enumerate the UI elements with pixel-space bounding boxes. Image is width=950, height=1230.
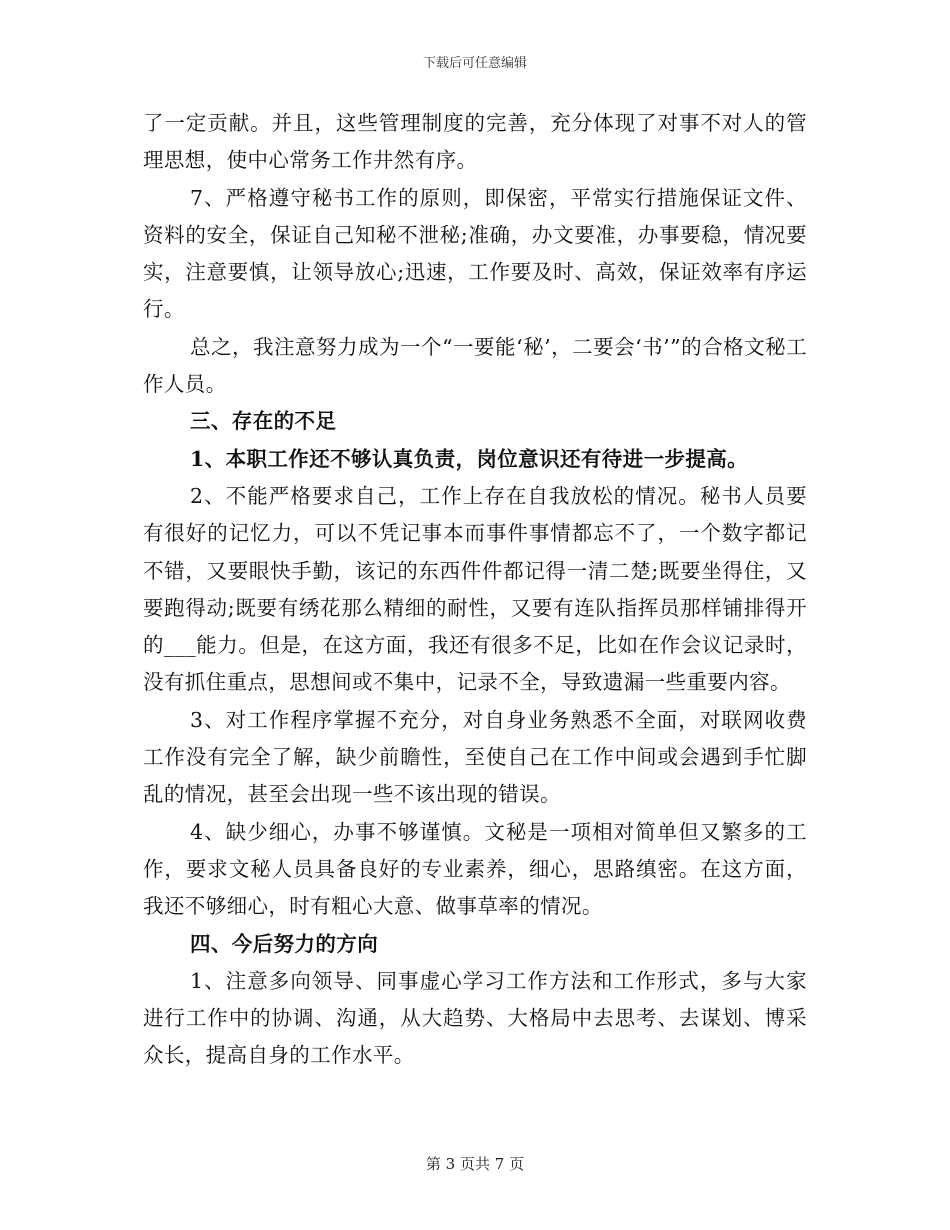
section-heading-3: 三、存在的不足 xyxy=(190,409,337,434)
paragraph-8: 4、缺少细心，办事不够谨慎。文秘是一项相对简单但又繁多的工作，要求文秘人员具备良好的专业素养，细心，思路缜密。在这方面，我还不够细心，时有粗心大意、做事草率的情况。 xyxy=(143,819,807,919)
paragraph-2: 7、严格遵守秘书工作的原则，即保密，平常实行措施保证文件、资料的安全，保证自己知秘不泄秘;准确，办文要准，办事要稳，情况要实，注意要慎，让领导放心;迅速，工作要及时、高效，保证效率有序运行。 xyxy=(143,185,807,322)
paragraph-bold-1: 1、本职工作还不够认真负责，岗位意识还有待进一步提高。 xyxy=(190,446,749,471)
document-body xyxy=(143,105,807,1075)
paragraph-1: 了一定贡献。并且，这些管理制度的完善，充分体现了对事不对人的管理思想，使中心常务工作井然有序。 xyxy=(143,111,807,173)
paragraph-6: 2、不能严格要求自己，工作上存在自我放松的情况。秘书人员要有很好的记忆力，可以不凭记事本而事件事情都忘不了，一个数字都记不错，又要眼快手勤，该记的东西件件都记得一清二楚;既要坐得住，又要跑得动;既要有绣花那么精细的耐性，又要有连队指挥员那样铺排得开的___能力。但是，在这方面，我还有很多不足，比如在作会议记录时，没有抓住重点，思想间或不集中，记录不全，导致遗漏一些重要内容。 xyxy=(143,483,807,695)
page-footer: 第 3 页共 7 页 xyxy=(425,1155,525,1173)
page-header: 下载后可任意编辑 xyxy=(422,56,527,71)
section-heading-4: 四、今后努力的方向 xyxy=(190,931,379,956)
paragraph-3: 总之，我注意努力成为一个“一要能‘秘’，二要会‘书’”的合格文秘工作人员。 xyxy=(143,334,807,397)
paragraph-10: 1、注意多向领导、同事虚心学习工作方法和工作形式，多与大家进行工作中的协调、沟通，从大趋势、大格局中去思考、去谋划、博采众长，提高自身的工作水平。 xyxy=(143,968,807,1068)
paragraph-7: 3、对工作程序掌握不充分，对自身业务熟悉不全面，对联网收费工作没有完全了解，缺少前瞻性，至使自己在工作中间或会遇到手忙脚乱的情况，甚至会出现一些不该出现的错误。 xyxy=(143,707,807,807)
